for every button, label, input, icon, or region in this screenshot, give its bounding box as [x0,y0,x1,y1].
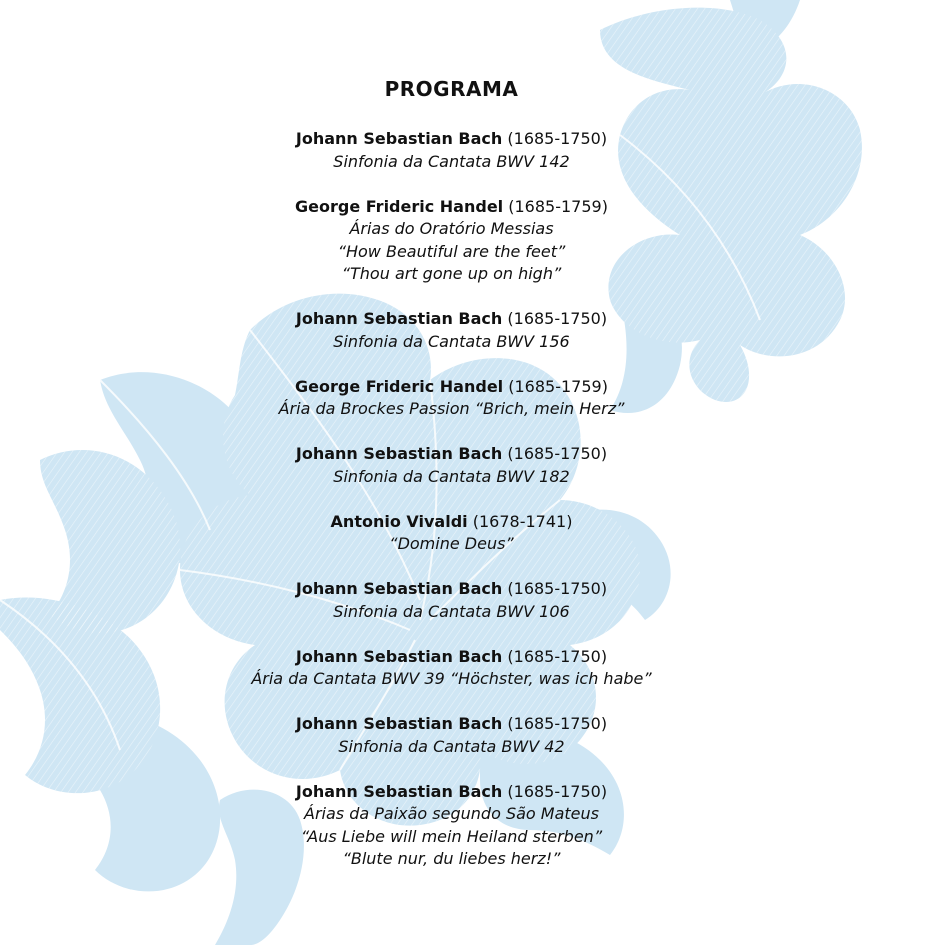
composer-line [0,511,903,534]
work-title: Sinfonia da Cantata BWV 142 [333,151,570,171]
composer-line [0,443,903,466]
composer-name: George Frideric Handel [295,376,504,396]
composer-name: Johann Sebastian Bach [295,646,503,666]
composer-line [0,781,903,804]
work-title: Sinfonia da Cantata BWV 182 [333,466,570,486]
work-title: Sinfonia da Cantata BWV 156 [333,331,570,351]
composer-name: Johann Sebastian Bach [295,579,503,598]
composer-dates: (1685-1750) [507,444,608,463]
composer-dates: (1685-1759) [508,196,608,216]
composer-name: Johann Sebastian Bach [295,444,503,463]
composer-line [0,713,903,736]
composer-line [0,646,903,669]
work-title: Sinfonia da Cantata BWV 106 [333,601,570,621]
program-item [0,511,903,556]
work-title: Sinfonia da Cantata BWV 42 [338,736,565,756]
composer-name: Johann Sebastian Bach [295,309,503,328]
program-item [0,578,903,623]
program-item [0,196,903,286]
work-title: “Domine Deus” [389,534,514,553]
composer-dates: (1685-1750) [507,714,608,733]
composer-dates: (1685-1750) [507,129,608,148]
work-title: “Aus Liebe will mein Heiland sterben” [300,826,603,846]
program-item [0,781,903,871]
work-title: Ária da Brockes Passion “Brich, mein Herz” [278,399,625,418]
work-title: Árias da Paixão segundo São Mateus [304,804,599,823]
composer-line [0,308,903,331]
composer-line [0,128,903,151]
work-title: Árias do Oratório Messias [349,219,554,238]
composer-name: George Frideric Handel [295,196,504,216]
program-item [0,308,903,353]
composer-line [0,196,903,219]
program-item [0,713,903,758]
work-title: “Blute nur, du liebes herz!” [342,849,561,868]
work-title: Ária da Cantata BWV 39 “Höchster, was ich habe” [251,669,652,688]
composer-name: Johann Sebastian Bach [295,781,503,801]
work-title: “Thou art gone up on high” [341,264,562,283]
program-item [0,128,903,173]
page-title: PROGRAMA [384,77,519,101]
program-item [0,646,903,691]
composer-name: Johann Sebastian Bach [295,714,503,733]
program-content [0,76,903,893]
composer-dates: (1685-1750) [507,646,608,666]
composer-dates: (1685-1759) [508,376,608,396]
composer-dates: (1685-1750) [507,309,608,328]
program-item [0,376,903,421]
composer-dates: (1685-1750) [507,579,608,598]
composer-name: Johann Sebastian Bach [295,129,503,148]
program-item [0,443,903,488]
composer-line [0,578,903,601]
composer-name: Antonio Vivaldi [330,511,468,531]
work-title: “How Beautiful are the feet” [337,241,566,261]
composer-line [0,376,903,399]
composer-dates: (1678-1741) [472,511,573,531]
composer-dates: (1685-1750) [507,781,608,801]
